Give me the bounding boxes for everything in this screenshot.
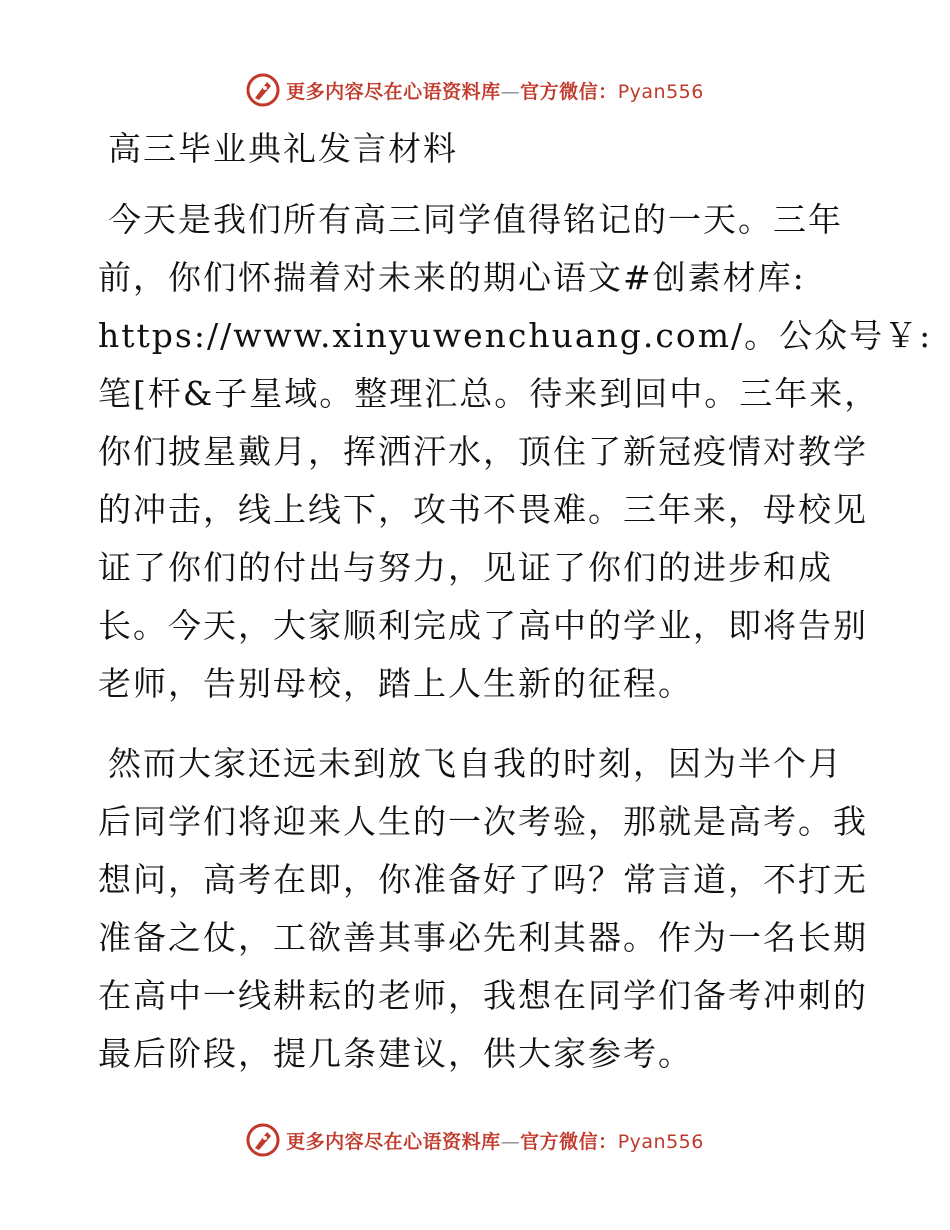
footer-banner <box>0 1120 950 1160</box>
banner-official: 官方微信： <box>520 1130 618 1153</box>
paragraph-line: 笔[杆&子星域。整理汇总。待来到回中。三年来， <box>98 374 880 413</box>
header-banner <box>0 70 950 110</box>
document-title: 高三毕业典礼发言材料 <box>108 129 458 168</box>
banner-dash: — <box>500 1130 521 1153</box>
paragraph-line: 准备之仗，工欲善其事必先利其器。作为一名长期 <box>98 918 868 957</box>
paragraph-line: 想问，高考在即，你准备好了吗？常言道，不打无 <box>98 860 868 899</box>
paragraph-line: 在高中一线耕耘的老师，我想在同学们备考冲刺的 <box>98 976 868 1015</box>
banner-lead: 更多内容尽在心语资料库 <box>286 80 501 103</box>
banner-wechat-id: Pyan556 <box>617 1130 704 1153</box>
banner-dash: — <box>500 80 521 103</box>
paragraph-line: 的冲击，线上线下，攻书不畏难。三年来，母校见 <box>98 490 868 529</box>
paragraph-line: 然而大家还远未到放飞自我的时刻，因为半个月 <box>108 744 843 783</box>
paragraph-2 <box>98 735 868 1083</box>
banner-lead: 更多内容尽在心语资料库 <box>286 1130 501 1153</box>
header-banner-text <box>286 77 704 104</box>
paragraph-line: 老师，告别母校，踏上人生新的征程。 <box>98 664 693 703</box>
paragraph-line: 前，你们怀揣着对未来的期心语文#创素材库: <box>98 258 806 297</box>
paragraph-line: 长。今天，大家顺利完成了高中的学业，即将告别 <box>98 606 868 645</box>
paragraph-line: 证了你们的付出与努力，见证了你们的进步和成 <box>98 548 833 587</box>
paragraph-line: 后同学们将迎来人生的一次考验，那就是高考。我 <box>98 802 868 841</box>
footer-banner-text <box>286 1127 704 1154</box>
paragraph-1 <box>98 191 933 713</box>
paragraph-line: 你们披星戴月，挥洒汗水，顶住了新冠疫情对教学 <box>98 432 868 471</box>
pen-nib-logo-icon <box>246 1123 280 1157</box>
banner-wechat-id: Pyan556 <box>617 80 704 103</box>
banner-official: 官方微信： <box>520 80 618 103</box>
paragraph-line: 最后阶段，提几条建议，供大家参考。 <box>98 1034 693 1073</box>
pen-nib-logo-icon <box>246 73 280 107</box>
paragraph-line: https://www.xinyuwenchuang.com/。公众号￥: <box>98 316 933 355</box>
paragraph-line: 今天是我们所有高三同学值得铭记的一天。三年 <box>108 200 843 239</box>
